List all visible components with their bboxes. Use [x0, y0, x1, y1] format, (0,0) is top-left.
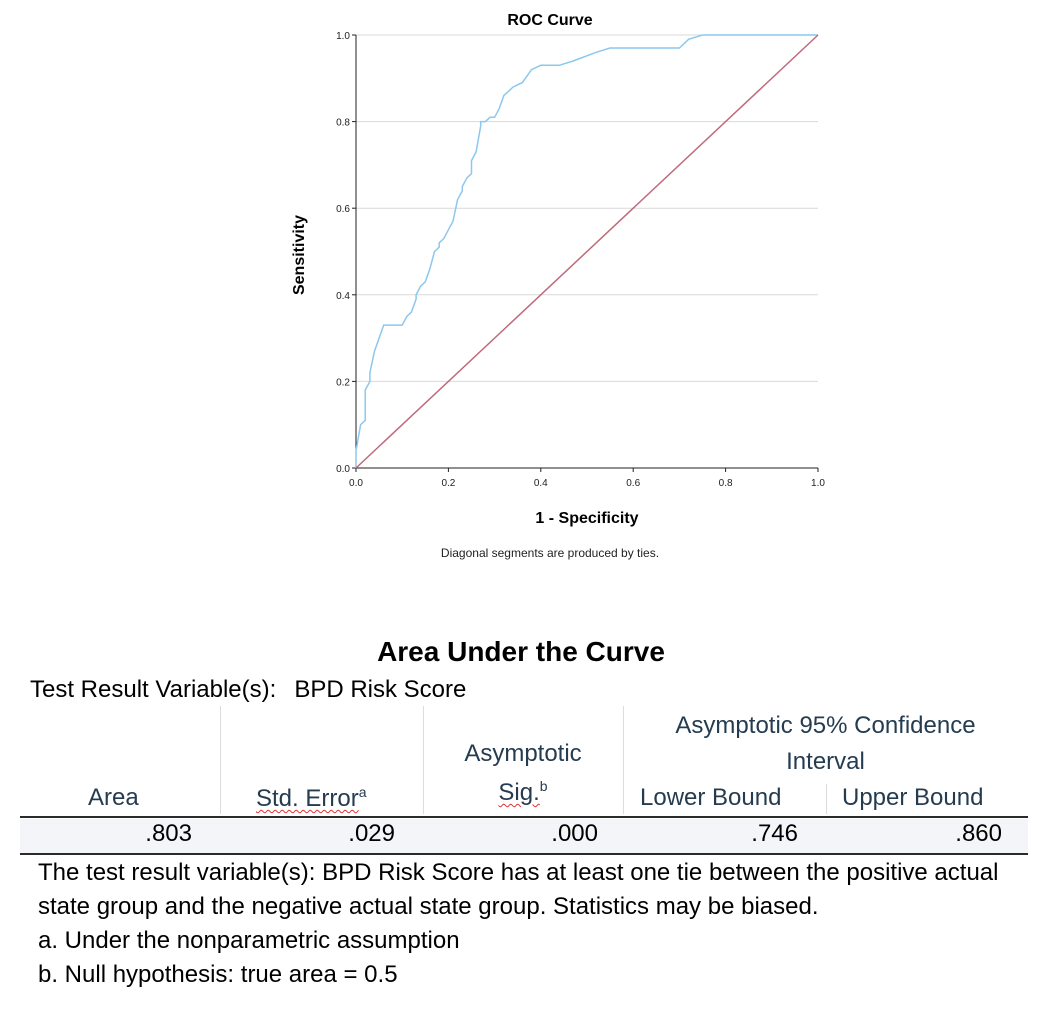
y-tick-label: 0.8: [336, 117, 350, 129]
x-axis-label: 1 - Specificity: [535, 510, 639, 527]
test-variable-value: BPD Risk Score: [294, 676, 467, 703]
header-lower-bound: Lower Bound: [640, 784, 782, 811]
footnote-a: a. Under the nonparametric assumption: [38, 927, 460, 954]
y-tick-label: 0.0: [336, 464, 350, 475]
header-rule: [20, 816, 1028, 818]
cell-area: .803: [145, 820, 192, 847]
header-asym-sig-line1: Asymptotic: [464, 740, 582, 767]
y-tick-label: 0.6: [336, 204, 350, 216]
auc-title: Area Under the Curve: [377, 636, 665, 667]
chart-title: ROC Curve: [507, 12, 593, 29]
reference-diagonal-line: [356, 35, 818, 468]
x-tick-label: 1.0: [811, 478, 825, 489]
y-tick-label: 0.2: [336, 377, 350, 389]
footnote-main: The test result variable(s): BPD Risk Score has at least one tie between the positive actual state group and the negative actual state group. Statistics may be biased.: [38, 859, 999, 920]
x-tick-label: 0.2: [441, 478, 456, 489]
test-variable: [30, 676, 466, 704]
bottom-rule: [20, 853, 1028, 855]
header-asym-sig-line2: Sig.$^b$: [498, 778, 548, 806]
chart-grid: [356, 35, 818, 381]
x-tick-label: 0.4: [533, 478, 548, 489]
col-divider: [826, 784, 827, 814]
x-ticks: [349, 468, 825, 489]
header-ci-line2: Interval: [786, 748, 865, 775]
test-variable-label: Test Result Variable(s):: [30, 676, 277, 703]
cell-std-error: .029: [348, 820, 395, 847]
footnotes: [38, 856, 1018, 992]
x-tick-label: 0.8: [718, 478, 733, 489]
header-std-error: Std. Error$^a$: [256, 784, 367, 812]
chart-note: Diagonal segments are produced by ties.: [440, 546, 660, 560]
col-divider: [220, 706, 221, 814]
cell-lower: .746: [751, 820, 798, 847]
y-tick-label: 1.0: [336, 31, 350, 42]
chart-series: [356, 35, 818, 468]
header-upper-bound: Upper Bound: [842, 784, 984, 811]
x-tick-label: 0.6: [626, 478, 641, 489]
header-area: Area: [88, 784, 139, 811]
x-tick-label: 0.0: [349, 478, 363, 489]
y-axis-label: Sensitivity: [291, 214, 308, 296]
header-ci-line1: Asymptotic 95% Confidence: [675, 712, 976, 739]
footnote-b: b. Null hypothesis: true area = 0.5: [38, 961, 398, 988]
cell-sig: .000: [551, 820, 598, 847]
y-tick-label: 0.4: [336, 290, 350, 302]
cell-upper: .860: [955, 820, 1002, 847]
y-ticks: [336, 31, 356, 475]
